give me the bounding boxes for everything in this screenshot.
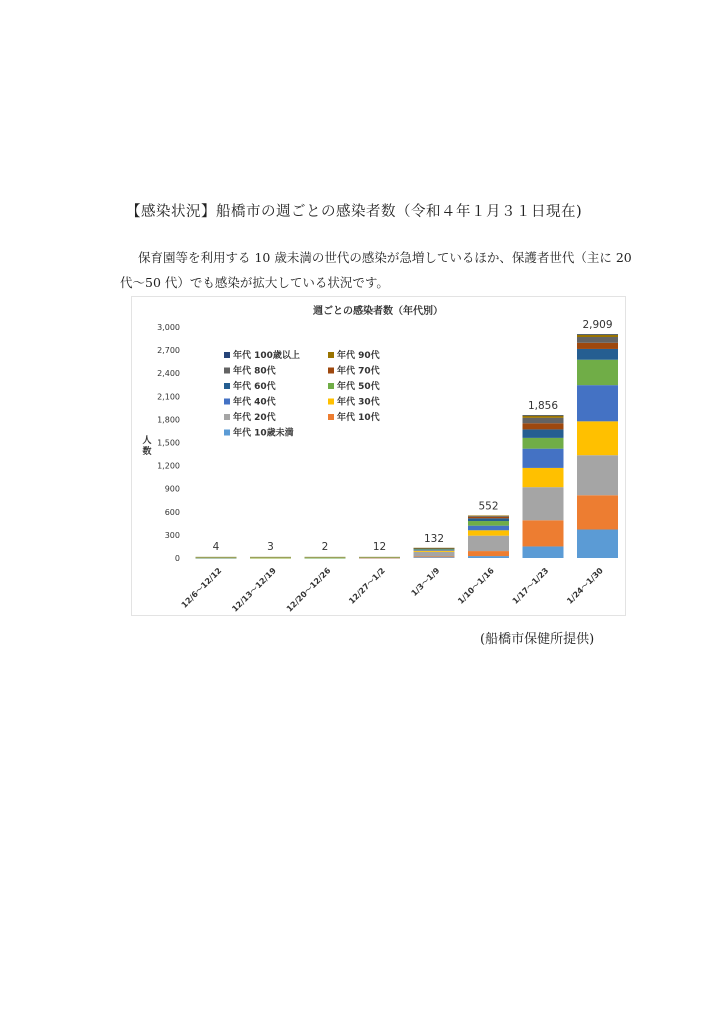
legend-swatch	[224, 383, 230, 389]
legend-swatch	[328, 414, 334, 420]
bar-segment	[468, 536, 509, 551]
bar-segment	[523, 487, 564, 520]
paragraph-line-2: 代～50 代）でも感染が拡大している状況です。	[120, 275, 389, 290]
total-label: 3	[267, 541, 274, 553]
legend-entry: 年代 70代	[337, 366, 380, 377]
x-tick-label: 1/24～1/30	[565, 566, 605, 606]
bar-segment	[523, 423, 564, 429]
x-tick-label: 1/10～1/16	[456, 566, 496, 606]
bar-baseline-mark	[250, 557, 291, 558]
bar-segment	[414, 552, 455, 557]
bar-segment	[414, 557, 455, 558]
legend-entry: 年代 30代	[337, 397, 380, 408]
legend-entry: 年代 100歳以上	[233, 351, 300, 361]
y-tick-label: 1,500	[157, 438, 180, 448]
legend-swatch	[328, 352, 334, 358]
total-label: 4	[212, 541, 220, 553]
bar-stack	[196, 557, 237, 559]
y-tick-label: 1,800	[157, 415, 180, 425]
bar-segment	[468, 517, 509, 519]
bar-segment	[468, 530, 509, 535]
bar-segment	[577, 335, 618, 337]
bar-segment	[468, 518, 509, 521]
x-axis-ticks	[180, 566, 606, 614]
legend-entry: 年代 90代	[337, 351, 380, 361]
source-credit: (船橋市保健所提供)	[480, 632, 595, 647]
bar-segment	[577, 349, 618, 360]
bar-segment	[414, 548, 455, 549]
y-tick-label: 300	[164, 530, 180, 540]
bar-segment	[523, 449, 564, 468]
bar-segment	[577, 337, 618, 343]
y-tick-label: 3,000	[157, 323, 180, 332]
paragraph-line-1: 保育園等を利用する 10 歳未満の世代の感染が急増しているほか、保護者世代（主に 20	[138, 250, 632, 265]
bar-stack	[414, 548, 455, 558]
bar-segment	[577, 360, 618, 385]
legend-swatch	[224, 352, 230, 358]
bar-segment	[577, 530, 618, 558]
bar-segment	[523, 429, 564, 437]
x-tick-label: 1/3～1/9	[409, 566, 442, 598]
total-label: 2,909	[582, 319, 613, 332]
bar-segment	[523, 546, 564, 558]
y-tick-label: 2,100	[157, 392, 180, 402]
total-label: 1,856	[527, 400, 559, 413]
bar-segment	[468, 526, 509, 531]
total-label: 12	[372, 541, 387, 553]
total-label: 552	[478, 500, 499, 513]
legend-swatch	[328, 383, 334, 389]
y-tick-label: 0	[174, 554, 180, 563]
legend-entry: 年代 10歳未満	[233, 428, 294, 439]
bar-baseline-mark	[359, 557, 400, 558]
bar-segment	[414, 551, 455, 552]
bar-segment	[577, 343, 618, 349]
y-axis-label: 人数	[142, 436, 152, 457]
x-tick-label: 12/6～12/12	[179, 566, 224, 610]
total-label: 2	[321, 541, 329, 553]
chart	[132, 297, 625, 615]
y-axis-ticks	[157, 323, 180, 563]
bar-stack	[523, 415, 564, 558]
legend-swatch	[224, 430, 230, 436]
total-label: 132	[423, 532, 445, 545]
legend	[224, 349, 381, 439]
legend-swatch	[224, 368, 230, 374]
bar-segment	[414, 550, 455, 551]
bar-baseline-mark	[196, 557, 237, 558]
legend-entry: 年代 80代	[233, 366, 276, 377]
x-tick-label: 1/17～1/23	[510, 566, 551, 606]
y-tick-label: 2,700	[157, 346, 180, 356]
bar-segment	[468, 515, 509, 516]
legend-swatch	[328, 368, 334, 374]
bar-segment	[414, 556, 455, 557]
x-tick-label: 12/13～12/19	[230, 566, 278, 614]
bar-segment	[468, 551, 509, 556]
legend-swatch	[224, 414, 230, 420]
legend-entry: 年代 50代	[337, 382, 380, 392]
bar-segment	[523, 468, 564, 487]
bar-baseline-mark	[305, 557, 346, 558]
bar-segment	[523, 416, 564, 418]
x-tick-label: 12/27～1/2	[347, 566, 387, 606]
legend-swatch	[328, 399, 334, 405]
bar-segment	[523, 520, 564, 546]
bar-segment	[523, 415, 564, 416]
bar-segment	[468, 556, 509, 558]
legend-entry: 年代 40代	[233, 397, 276, 408]
bar-segment	[577, 421, 618, 455]
legend-swatch	[224, 399, 230, 405]
bar-segment	[577, 495, 618, 529]
y-tick-label: 2,400	[157, 369, 180, 379]
y-tick-label: 600	[164, 507, 180, 517]
bar-stack	[359, 557, 400, 559]
chart-container	[131, 296, 626, 616]
y-axis-label-group	[142, 434, 151, 457]
legend-entry: 年代 60代	[233, 382, 276, 392]
bar-segment	[577, 455, 618, 495]
chart-title: 週ごとの感染者数（年代別）	[313, 306, 443, 317]
legend-entry: 年代 20代	[233, 413, 276, 423]
bar-segment	[523, 418, 564, 423]
legend-entry: 年代 10代	[337, 413, 380, 423]
heading: 【感染状況】船橋市の週ごとの感染者数（令和４年１月３１日現在)	[126, 204, 583, 220]
bar-stack	[577, 334, 618, 558]
y-tick-label: 1,200	[157, 461, 180, 471]
bar-stack	[250, 557, 291, 559]
bar-segment	[523, 438, 564, 449]
y-tick-label: 900	[164, 484, 180, 494]
bar-stack	[305, 557, 346, 559]
bar-segment	[468, 521, 509, 526]
x-tick-label: 12/20～12/26	[284, 566, 333, 614]
bar-stack	[468, 515, 509, 558]
bar-segment	[577, 334, 618, 335]
bar-segment	[577, 385, 618, 421]
